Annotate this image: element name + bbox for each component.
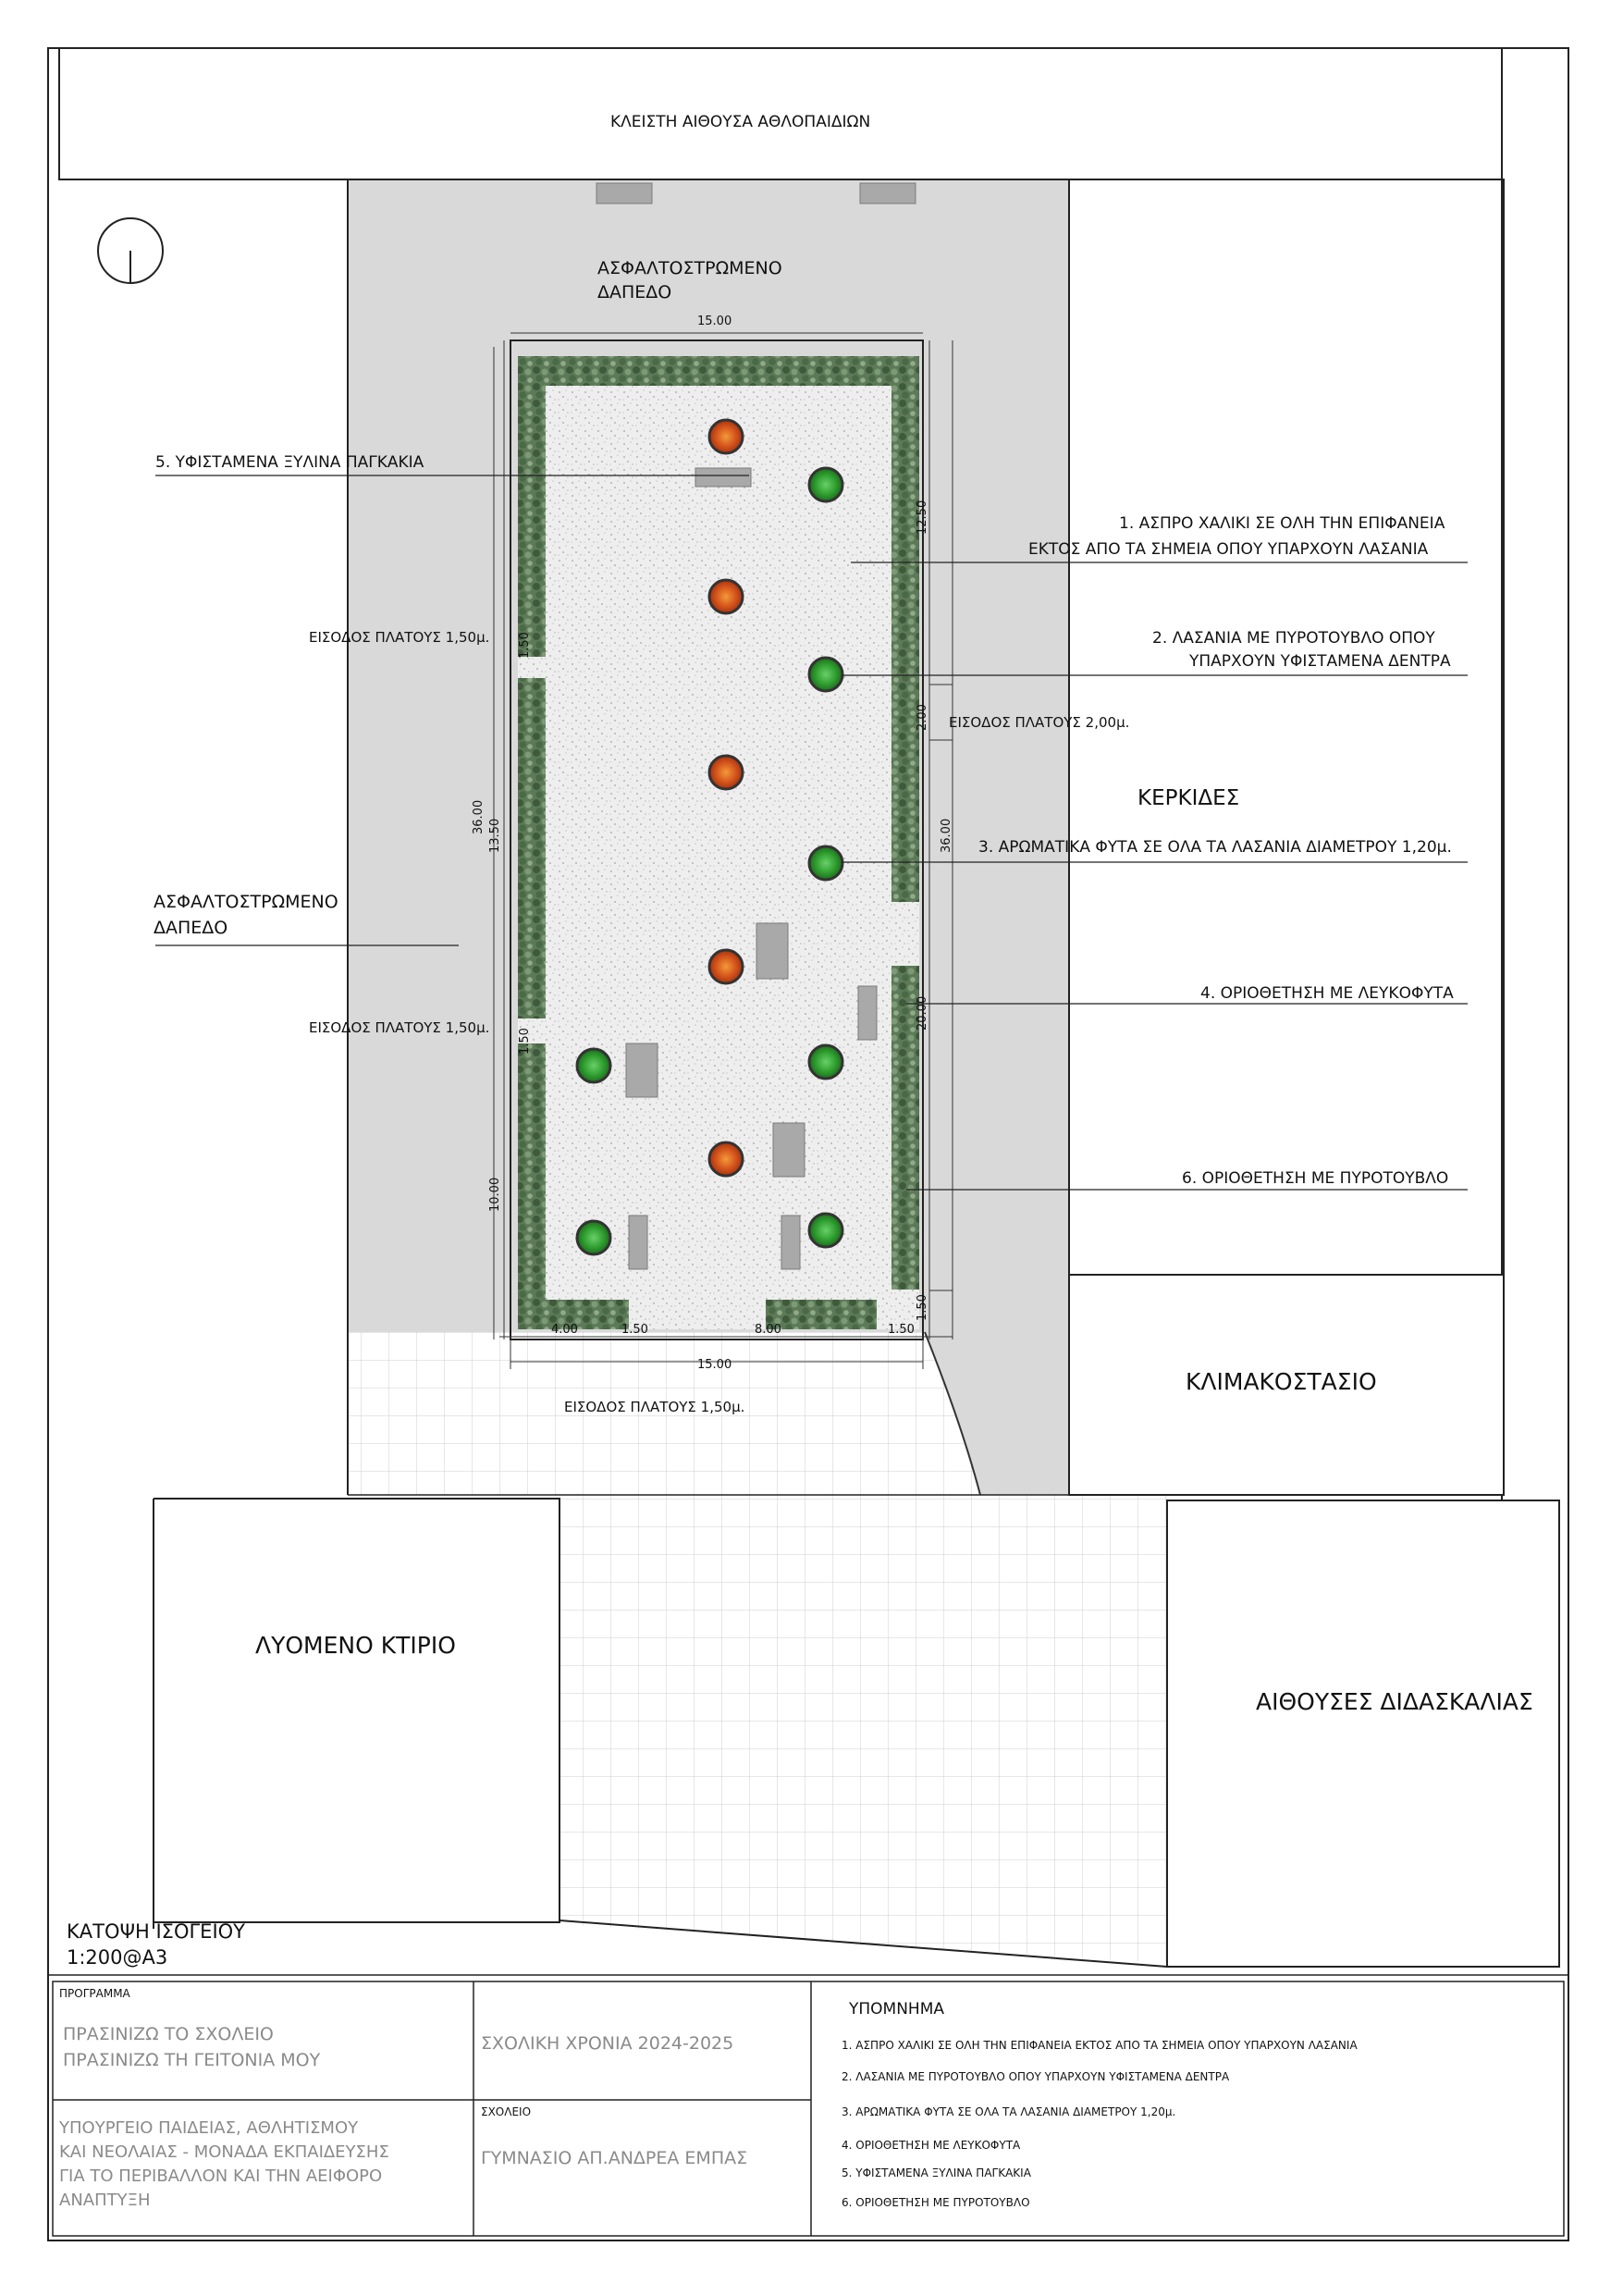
entrance-label-right: ΕΙΣΟΔΟΣ ΠΛΑΤΟΥΣ 2,00μ. [949, 714, 1130, 731]
bench [596, 183, 652, 204]
callout-1-line1: 1. ΑΣΠΡΟ ΧΑΛΙΚΙ ΣΕ ΟΛΗ ΤΗΝ ΕΠΙΦΑΝΕΙΑ [1119, 514, 1445, 533]
asphalt-label-left-2: ΔΑΠΕΔΟ [154, 918, 228, 938]
planter-green [577, 1221, 610, 1254]
dim-top-width: 15.00 [697, 315, 732, 328]
program-line-2: ΠΡΑΣΙΝΙΖΩ ΤΗ ΓΕΙΤΟΝΙΑ ΜΟΥ [63, 2050, 321, 2070]
entrance-label-left-1: ΕΙΣΟΔΟΣ ΠΛΑΤΟΥΣ 1,50μ. [309, 629, 490, 646]
dim-bottom-seg-1: 4.00 [551, 1323, 578, 1337]
bench [629, 1216, 647, 1269]
dim-bottom-seg-2: 1.50 [621, 1323, 648, 1337]
dim-left-entrance-1: 1.50 [518, 632, 532, 659]
legend-item: 6. ΟΡΙΟΘΕΤΗΣΗ ΜΕ ΠΥΡΟΤΟΥΒΛΟ [842, 2196, 1030, 2209]
hedge-bottom-right [766, 1300, 877, 1329]
planter-green [809, 1045, 842, 1079]
hedge-left-middle [518, 678, 546, 1018]
school-year: ΣΧΟΛΙΚΗ ΧΡΟΝΙΑ 2024-2025 [481, 2033, 734, 2054]
planter-red [709, 756, 743, 789]
plan-scale: 1:200@A3 [67, 1946, 168, 1969]
callout-2-line2: ΥΠΑΡΧΟΥΝ ΥΦΙΣΤΑΜΕΝΑ ΔΕΝΤΡΑ [1189, 652, 1451, 671]
callout-5: 5. ΥΦΙΣΤΑΜΕΝΑ ΞΥΛΙΝΑ ΠΑΓΚΑΚΙΑ [155, 453, 424, 472]
classrooms-label: ΑΙΘΟΥΣΕΣ ΔΙΔΑΣΚΑΛΙΑΣ [1256, 1688, 1533, 1715]
callout-3: 3. ΑΡΩΜΑΤΙΚΑ ΦΥΤΑ ΣΕ ΟΛΑ ΤΑ ΛΑΣΑΝΙΑ ΔΙΑΜΕΤΡΟΥ 1,20μ. [978, 838, 1452, 857]
gravel-area [518, 356, 919, 1329]
bench [781, 1216, 800, 1269]
bench [626, 1043, 658, 1097]
dim-right-entrance: 2.00 [916, 704, 929, 731]
planter-red [709, 580, 743, 613]
stairwell-label: ΚΛΙΜΑΚΟΣΤΑΣΙΟ [1186, 1368, 1377, 1395]
legend-item: 5. ΥΦΙΣΤΑΜΕΝΑ ΞΥΛΙΝΑ ΠΑΓΚΑΚΙΑ [842, 2166, 1031, 2179]
demolished-label: ΛΥΟΜΕΝΟ ΚΤΙΡΙΟ [255, 1632, 456, 1659]
dim-right-total: 36.00 [940, 818, 953, 853]
legend-item: 1. ΑΣΠΡΟ ΧΑΛΙΚΙ ΣΕ ΟΛΗ ΤΗΝ ΕΠΙΦΑΝΕΙΑ ΕΚΤΟΣ ΑΠΟ ΤΑ ΣΗΜΕΙΑ ΟΠΟΥ ΥΠΑΡΧΟΥΝ ΛΑΣΑΝΙΑ [842, 2039, 1358, 2052]
stands-building [1069, 179, 1504, 1275]
dim-left-total: 36.00 [472, 799, 486, 834]
hedge-left-lower [518, 1043, 546, 1329]
planter-green [809, 658, 842, 691]
north-arrow-icon [98, 218, 163, 283]
hedge-right-upper [891, 356, 919, 902]
legend-item: 2. ΛΑΣΑΝΙΑ ΜΕ ΠΥΡΟΤΟΥΒΛΟ ΟΠΟΥ ΥΠΑΡΧΟΥΝ ΥΦΙΣΤΑΜΕΝΑ ΔΕΝΤΡΑ [842, 2070, 1230, 2083]
hall-label: ΚΛΕΙΣΤΗ ΑΙΘΟΥΣΑ ΑΘΛΟΠΑΙΔΙΩΝ [610, 113, 871, 131]
dim-left-lower: 10.00 [488, 1177, 502, 1212]
bench [695, 468, 751, 487]
dim-right-lower: 20.00 [916, 995, 929, 1031]
planter-green [809, 846, 842, 880]
dim-right-upper: 12.50 [916, 500, 929, 535]
bench [756, 923, 788, 979]
program-line-1: ΠΡΑΣΙΝΙΖΩ ΤΟ ΣΧΟΛΕΙΟ [63, 2024, 274, 2044]
entrance-label-left-2: ΕΙΣΟΔΟΣ ΠΛΑΤΟΥΣ 1,50μ. [309, 1019, 490, 1036]
dim-bottom-seg-4: 1.50 [888, 1323, 915, 1337]
stands-label: ΚΕΡΚΙΔΕΣ [1137, 786, 1240, 810]
bench [773, 1123, 805, 1177]
callout-6: 6. ΟΡΙΟΘΕΤΗΣΗ ΜΕ ΠΥΡΟΤΟΥΒΛΟ [1182, 1169, 1449, 1188]
asphalt-label-top-1: ΑΣΦΑΛΤΟΣΤΡΩΜΕΝΟ [597, 258, 782, 278]
callout-4: 4. ΟΡΙΟΘΕΤΗΣΗ ΜΕ ΛΕΥΚΟΦΥΤΑ [1200, 984, 1454, 1003]
asphalt-label-left-1: ΑΣΦΑΛΤΟΣΤΡΩΜΕΝΟ [154, 892, 338, 912]
bench [858, 986, 877, 1040]
entrance-label-bottom: ΕΙΣΟΔΟΣ ΠΛΑΤΟΥΣ 1,50μ. [564, 1399, 745, 1415]
hedge-top [518, 356, 919, 386]
planter-red [709, 1142, 743, 1176]
program-label: ΠΡΟΓΡΑΜΜΑ [59, 1987, 130, 2000]
hedge-left-upper [518, 356, 546, 657]
ministry-line-2: ΚΑΙ ΝΕΟΛΑΙΑΣ - ΜΟΝΑΔΑ ΕΚΠΑΙΔΕΥΣΗΣ [59, 2142, 389, 2162]
planter-green [809, 468, 842, 501]
bench [860, 183, 916, 204]
ministry-line-1: ΥΠΟΥΡΓΕΙΟ ΠΑΙΔΕΙΑΣ, ΑΘΛΗΤΙΣΜΟΥ [59, 2118, 359, 2138]
planter-red [709, 420, 743, 453]
demolished-building [154, 1499, 559, 1922]
ministry-line-4: ΑΝΑΠΤΥΞΗ [59, 2191, 151, 2210]
legend-item: 3. ΑΡΩΜΑΤΙΚΑ ΦΥΤΑ ΣΕ ΟΛΑ ΤΑ ΛΑΣΑΝΙΑ ΔΙΑΜΕΤΡΟΥ 1,20μ. [842, 2105, 1176, 2118]
legend-title: ΥΠΟΜΝΗΜΑ [849, 2000, 945, 2018]
callout-1-line2: ΕΚΤΟΣ ΑΠΟ ΤΑ ΣΗΜΕΙΑ ΟΠΟΥ ΥΠΑΡΧΟΥΝ ΛΑΣΑΝΙΑ [1028, 540, 1429, 559]
title-block [48, 1975, 1568, 2236]
dim-left-entrance-2: 1.50 [518, 1028, 532, 1055]
dim-left-inner: 13.50 [488, 818, 502, 853]
classrooms-building [1167, 1500, 1559, 1967]
dim-right-corner: 1.50 [916, 1294, 929, 1321]
planter-green [809, 1214, 842, 1247]
school-name: ΓΥΜΝΑΣΙΟ ΑΠ.ΑΝΔΡΕΑ ΕΜΠΑΣ [481, 2148, 748, 2168]
asphalt-label-top-2: ΔΑΠΕΔΟ [597, 282, 672, 302]
legend-item: 4. ΟΡΙΟΘΕΤΗΣΗ ΜΕ ΛΕΥΚΟΦΥΤΑ [842, 2139, 1021, 2152]
dim-bottom-seg-3: 8.00 [755, 1323, 781, 1337]
ministry-line-3: ΓΙΑ ΤΟ ΠΕΡΙΒΑΛΛΟΝ ΚΑΙ ΤΗΝ ΑΕΙΦΟΡΟ [59, 2166, 383, 2186]
plan-title: ΚΑΤΟΨΗ ΙΣΟΓΕΙΟΥ [67, 1920, 245, 1943]
school-label: ΣΧΟΛΕΙΟ [481, 2105, 532, 2118]
dim-bottom-width: 15.00 [697, 1358, 732, 1372]
planter-green [577, 1049, 610, 1082]
planter-red [709, 950, 743, 983]
callout-2-line1: 2. ΛΑΣΑΝΙΑ ΜΕ ΠΥΡΟΤΟΥΒΛΟ ΟΠΟΥ [1152, 629, 1435, 648]
